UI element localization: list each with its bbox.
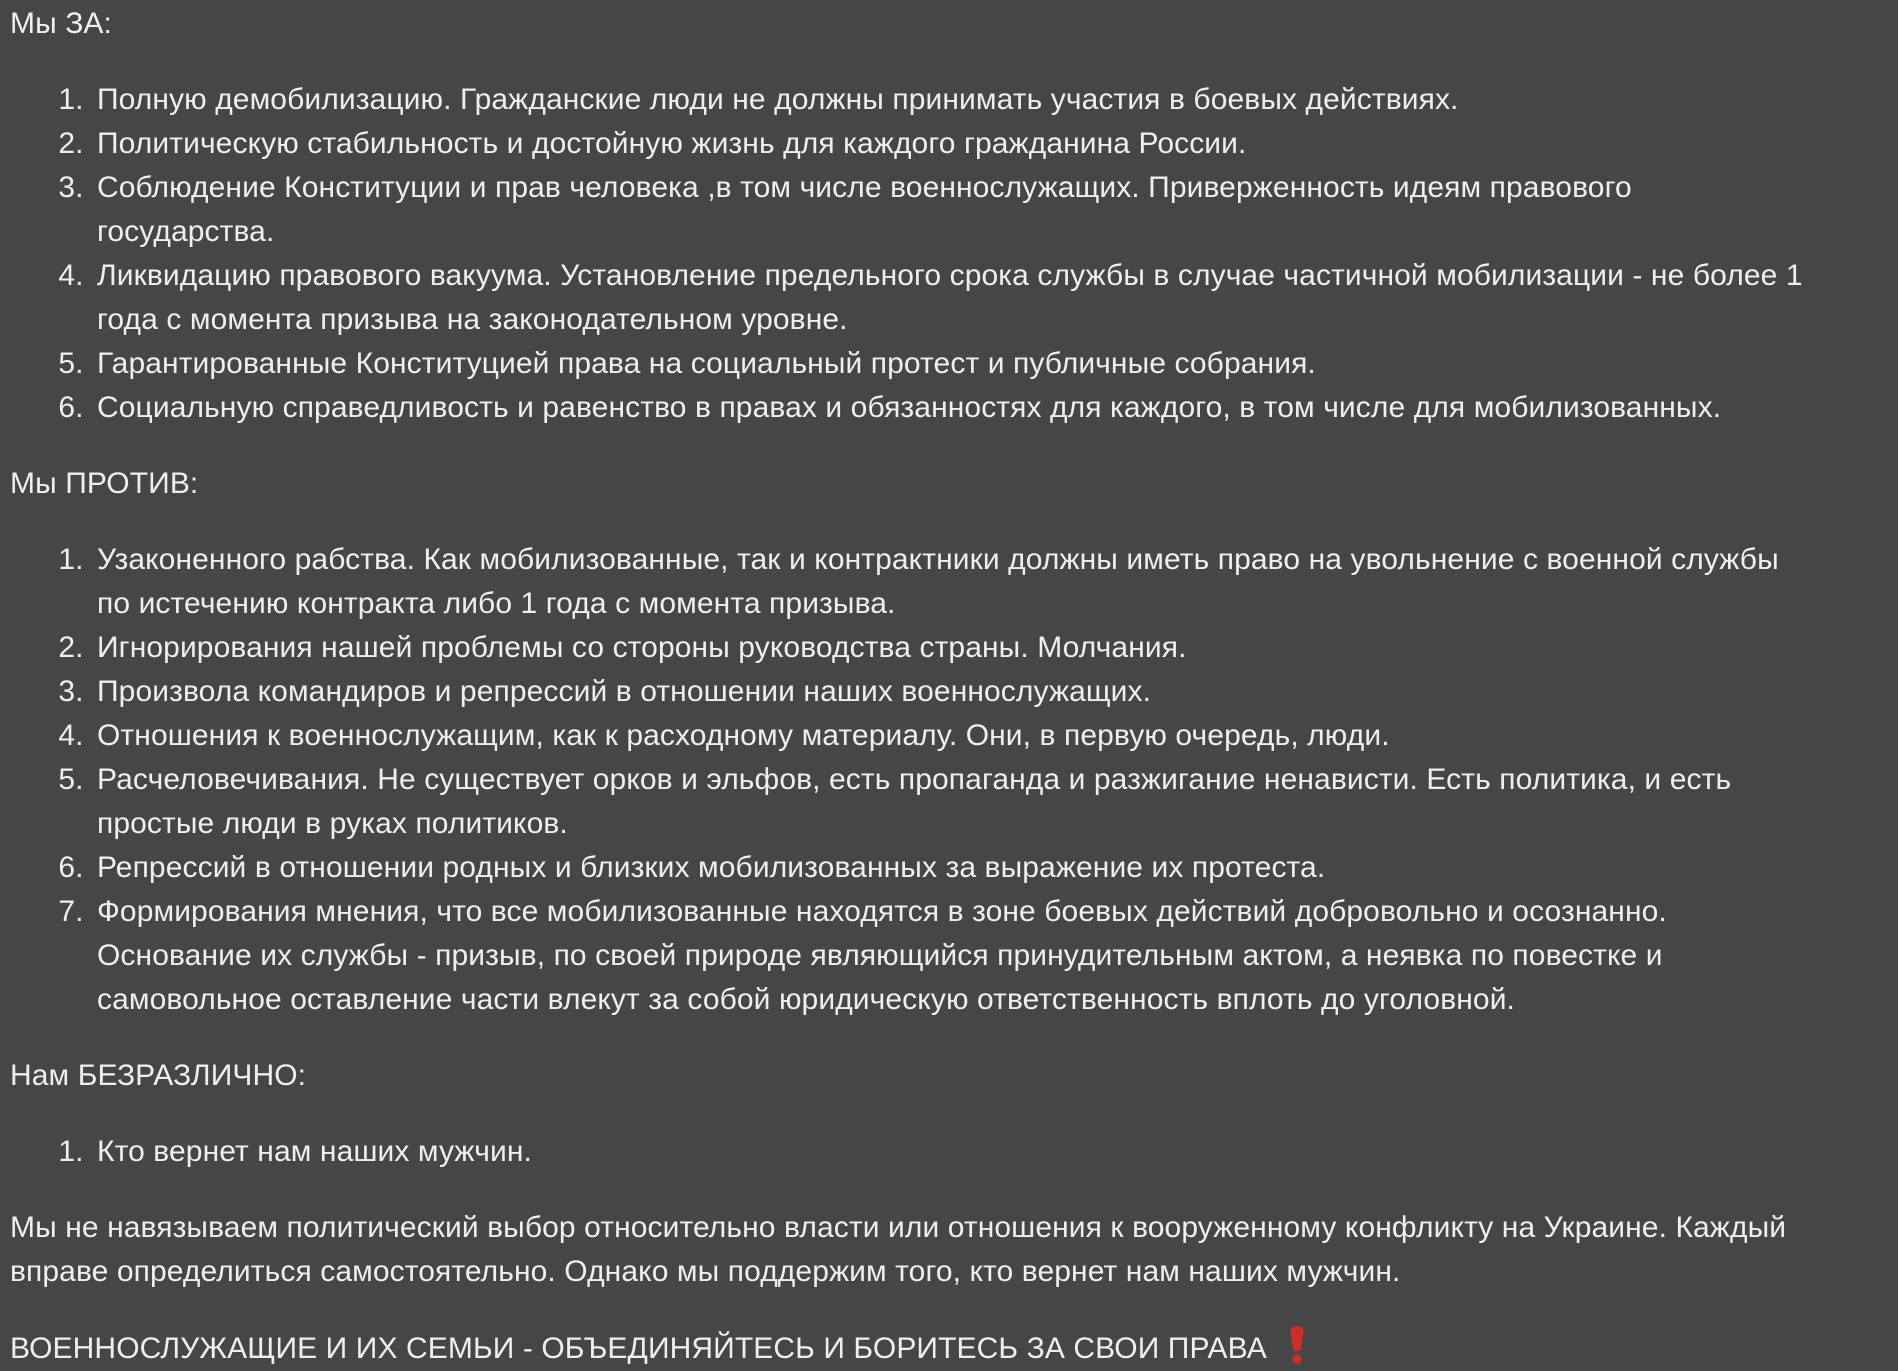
list-item: 4. Ликвидацию правового вакуума. Установление предельного срока службы в случае частичной мобилизации - не более 1 года с момента призыва на законодательном уровне. [92,254,1812,342]
list-item: 1. Кто вернет нам наших мужчин. [92,1130,1812,1174]
list-protiv [10,538,1812,1022]
list-item: 1. Полную демобилизацию. Гражданские люди не должны принимать участия в боевых действиях. [92,78,1812,122]
list-item: 6. Репрессий в отношении родных и близких мобилизованных за выражение их протеста. [92,846,1812,890]
list-item: 1. Узаконенного рабства. Как мобилизованные, так и контрактники должны иметь право на увольнение с военной службы по истечению контракта либо 1 года с момента призыва. [92,538,1812,626]
list-bezrazlichno [10,1130,1812,1174]
section-heading-za: Мы ЗА: [10,7,112,40]
list-item: 4. Отношения к военнослужащим, как к расходному материалу. Они, в первую очередь, люди. [92,714,1812,758]
list-item: 2. Политическую стабильность и достойную жизнь для каждого гражданина России. [92,122,1812,166]
section-heading-protiv: Мы ПРОТИВ: [10,467,199,500]
disclaimer-paragraph: Мы не навязываем политический выбор относительно власти или отношения к вооруженному конфликту на Украине. Каждый вправе определиться самостоятельно. Однако мы поддержим того, кто вернет нам наших мужчин. [10,1211,1787,1288]
list-item: 5. Расчеловечивания. Не существует орков и эльфов, есть пропаганда и разжигание ненависти. Есть политика, и есть простые люди в руках политиков. [92,758,1812,846]
list-za [10,78,1812,430]
call-to-action-text: ВОЕННОСЛУЖАЩИЕ И ИХ СЕМЬИ - ОБЪЕДИНЯЙТЕСЬ И БОРИТЕСЬ ЗА СВОИ ПРАВА [10,1332,1267,1365]
list-item: 3. Произвола командиров и репрессий в отношении наших военнослужащих. [92,670,1812,714]
list-item: 2. Игнорирования нашей проблемы со стороны руководства страны. Молчания. [92,626,1812,670]
list-item: 3. Соблюдение Конституции и прав человека ,в том числе военнослужащих. Приверженность идеям правового государства. [92,166,1812,254]
red-exclamation-icon [1284,1326,1310,1364]
section-heading-bezrazlichno: Нам БЕЗРАЗЛИЧНО: [10,1059,307,1092]
list-item: 6. Социальную справедливость и равенство в правах и обязанностях для каждого, в том числе для мобилизованных. [92,386,1812,430]
list-item: 5. Гарантированные Конституцией права на социальный протест и публичные собрания. [92,342,1812,386]
list-item: 7. Формирования мнения, что все мобилизованные находятся в зоне боевых действий добровольно и осознанно. Основание их службы - призыв, по своей природе являющийся принудительным актом, а неявка по повестке и самовольное оставление части влекут за собой юридическую ответственность вплоть до уголовной. [92,890,1812,1022]
call-to-action-line [10,1326,1812,1371]
